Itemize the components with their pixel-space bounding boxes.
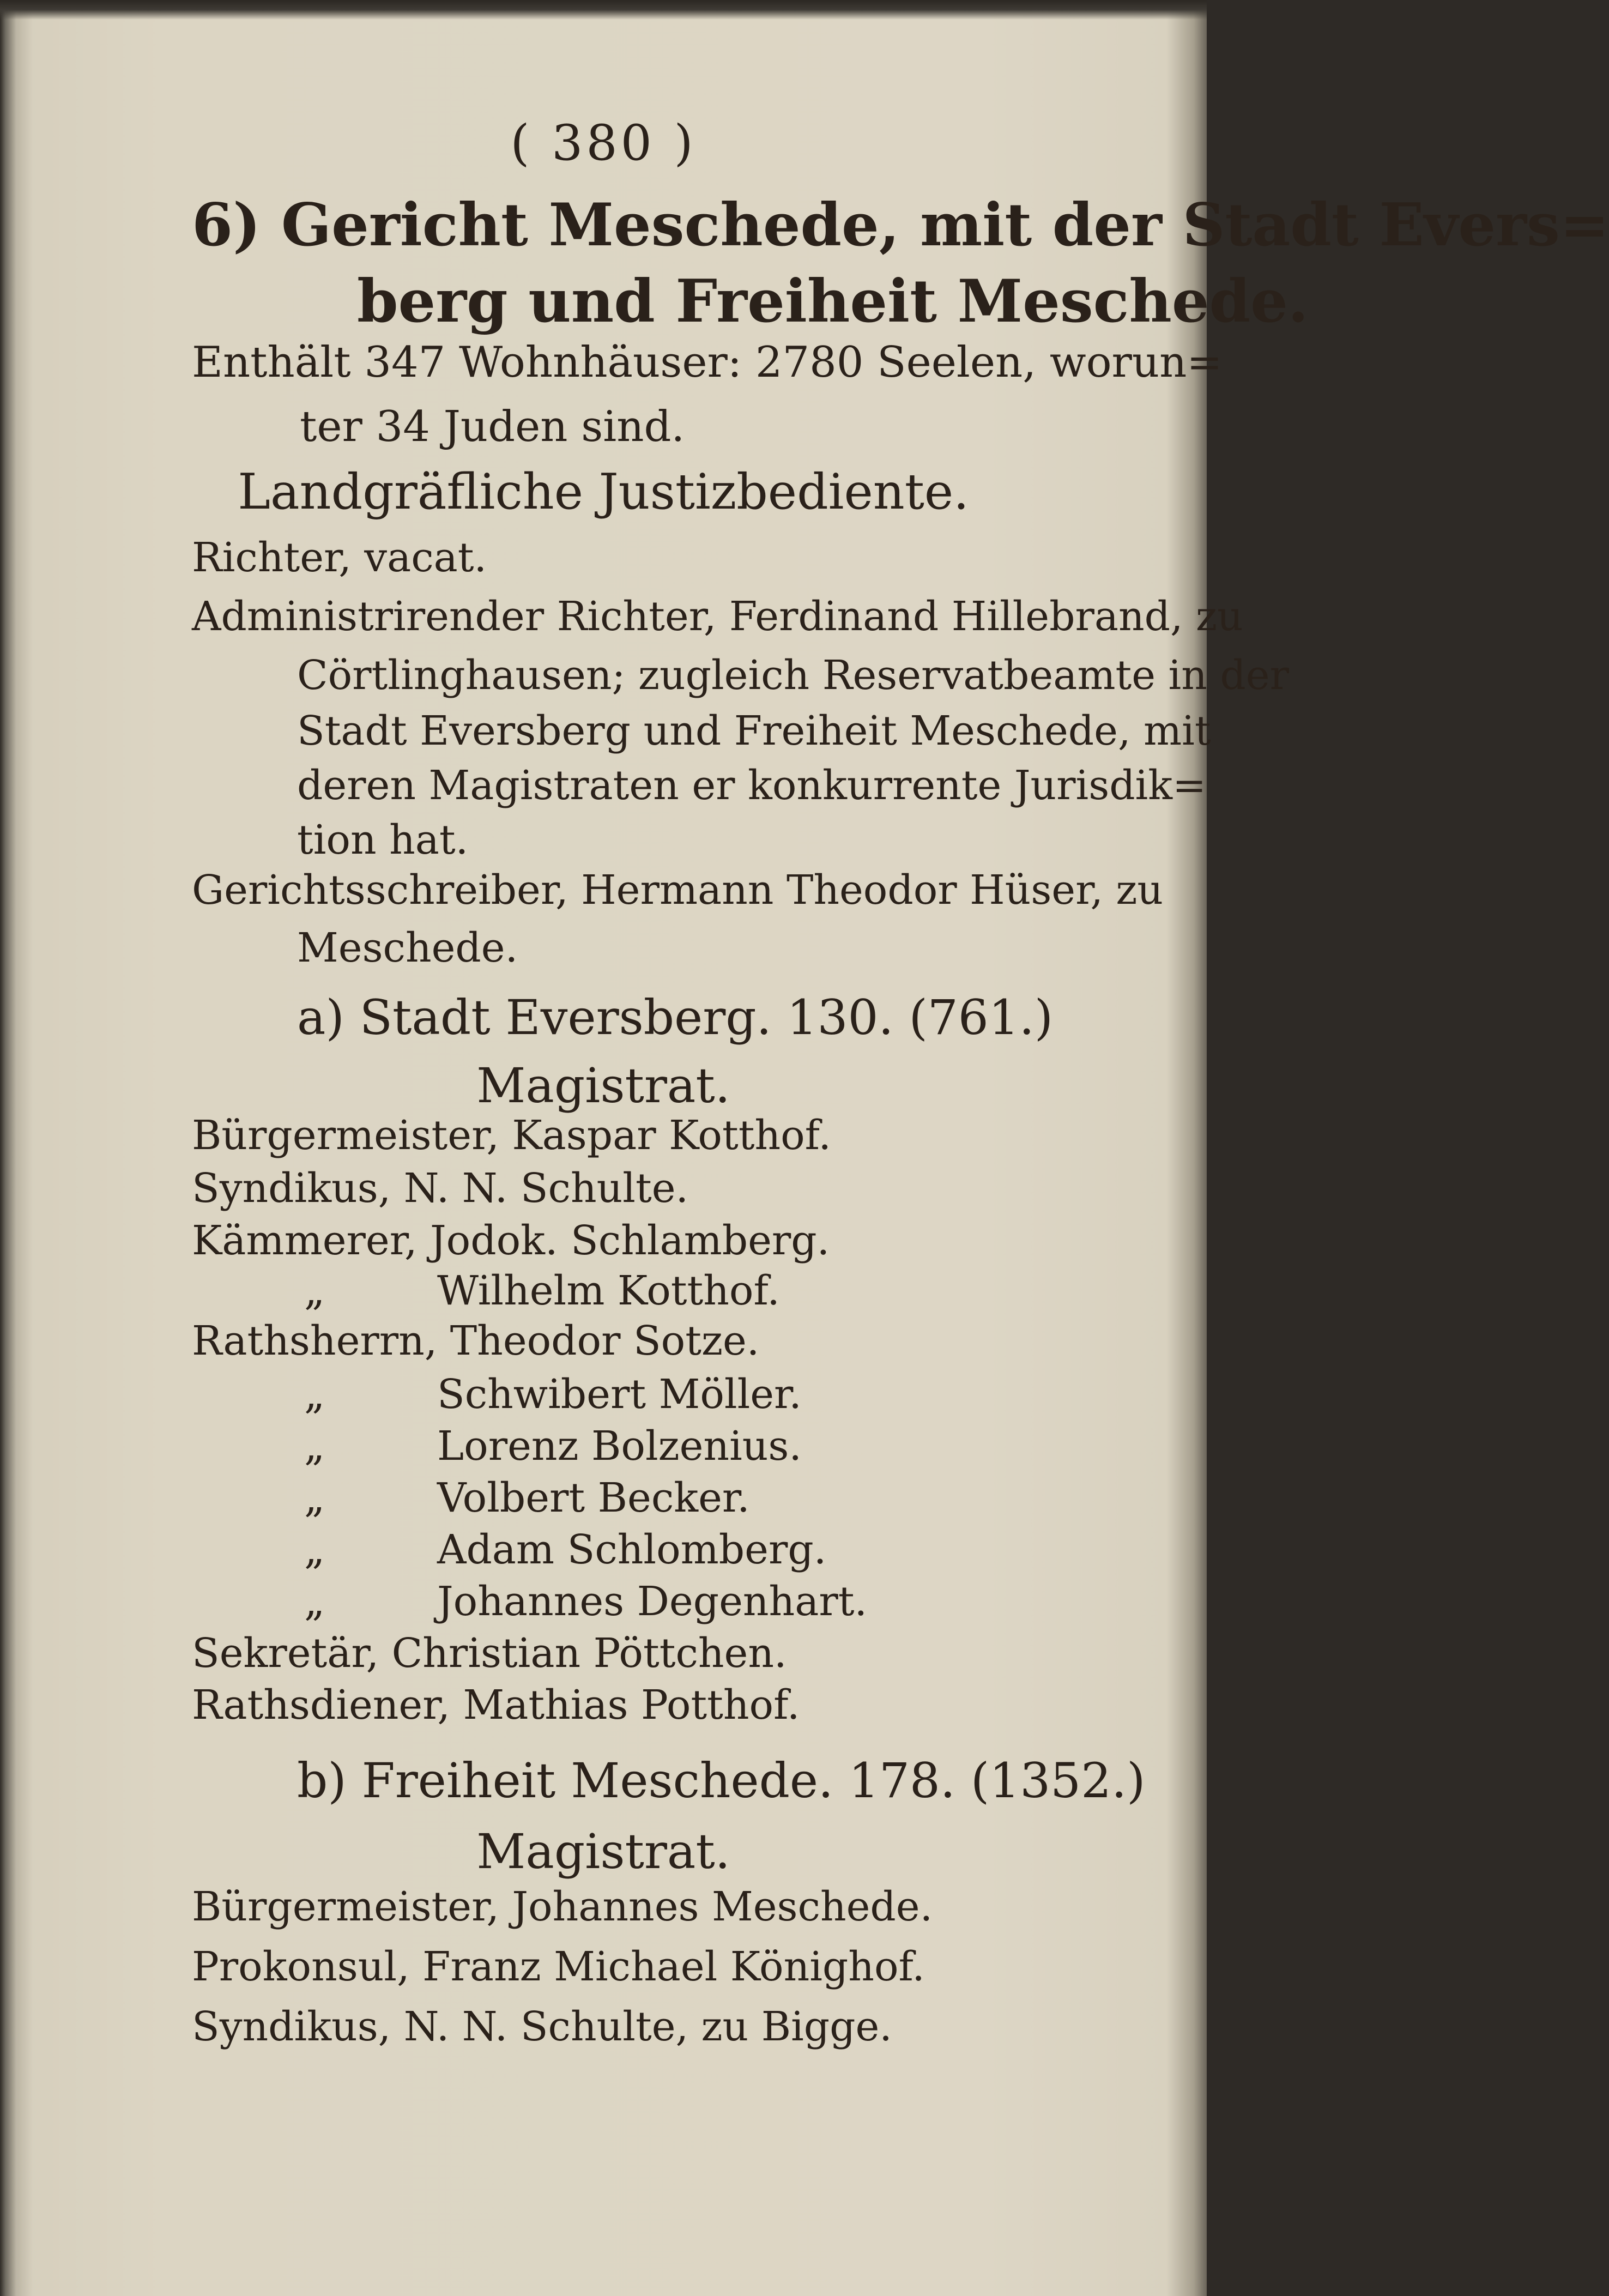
entry-continuation: deren Magistraten er konkurrente Jurisdik=	[297, 762, 1207, 809]
chapter-title-line-1: 6) Gericht Meschede, mit der Stadt Evers=	[192, 191, 1609, 259]
list-item	[192, 1475, 750, 1521]
subsection-heading-freiheit-meschede: b) Freiheit Meschede. 178. (1352.)	[297, 1753, 1146, 1809]
list-item	[192, 1423, 802, 1470]
entry-gerichtsschreiber: Gerichtsschreiber, Hermann Theodor Hüser, zu	[192, 867, 1164, 914]
ditto-mark: „	[304, 1423, 325, 1470]
entry-continuation: tion hat.	[297, 817, 469, 863]
list-item	[192, 1578, 867, 1625]
page-number: ( 380 )	[510, 114, 697, 172]
list-item	[192, 1267, 780, 1314]
ditto-mark: „	[304, 1578, 325, 1625]
entry-continuation: Cörtlinghausen; zugleich Reservatbeamte in der	[297, 652, 1289, 699]
list-item: Rathsherrn, Theodor Sotze.	[192, 1318, 760, 1364]
section-heading-justizbediente: Landgräfliche Justizbediente.	[238, 463, 969, 521]
ditto-mark: „	[304, 1371, 325, 1418]
list-item-name: Schwibert Möller.	[437, 1371, 802, 1418]
list-item: Prokonsul, Franz Michael Könighof.	[192, 1943, 925, 1990]
list-item: Rathsdiener, Mathias Potthof.	[192, 1682, 800, 1729]
list-item-name: Johannes Degenhart.	[437, 1578, 867, 1625]
population-summary-line-1: Enthält 347 Wohnhäuser: 2780 Seelen, worun=	[192, 338, 1223, 387]
list-item: Bürgermeister, Kaspar Kotthof.	[192, 1112, 831, 1159]
entry-administrirender-richter: Administrirender Richter, Ferdinand Hillebrand, zu	[192, 593, 1243, 640]
subsection-heading-stadt-eversberg: a) Stadt Eversberg. 130. (761.)	[297, 989, 1054, 1046]
ditto-mark: „	[304, 1267, 325, 1314]
list-item-name: Lorenz Bolzenius.	[437, 1423, 802, 1470]
magistrat-heading: Magistrat.	[476, 1058, 730, 1114]
list-item: Sekretär, Christian Pöttchen.	[192, 1630, 787, 1677]
list-item: Bürgermeister, Johannes Meschede.	[192, 1883, 933, 1930]
ditto-mark: „	[304, 1475, 325, 1521]
entry-richter: Richter, vacat.	[192, 534, 487, 581]
entry-continuation: Stadt Eversberg und Freiheit Meschede, mit	[297, 708, 1211, 754]
list-item: Kämmerer, Jodok. Schlamberg.	[192, 1217, 830, 1264]
population-summary-line-2: ter 34 Juden sind.	[300, 402, 685, 451]
chapter-title-line-2: berg und Freiheit Meschede.	[357, 267, 1309, 336]
entry-continuation: Meschede.	[297, 925, 518, 971]
ditto-mark: „	[304, 1526, 325, 1573]
list-item-name: Wilhelm Kotthof.	[437, 1267, 780, 1314]
list-item: Syndikus, N. N. Schulte.	[192, 1165, 689, 1212]
list-item	[192, 1371, 802, 1418]
list-item	[192, 1526, 826, 1573]
list-item: Syndikus, N. N. Schulte, zu Bigge.	[192, 2003, 892, 2050]
magistrat-heading: Magistrat.	[476, 1823, 730, 1880]
list-item-name: Volbert Becker.	[437, 1475, 750, 1521]
list-item-name: Adam Schlomberg.	[437, 1526, 827, 1573]
